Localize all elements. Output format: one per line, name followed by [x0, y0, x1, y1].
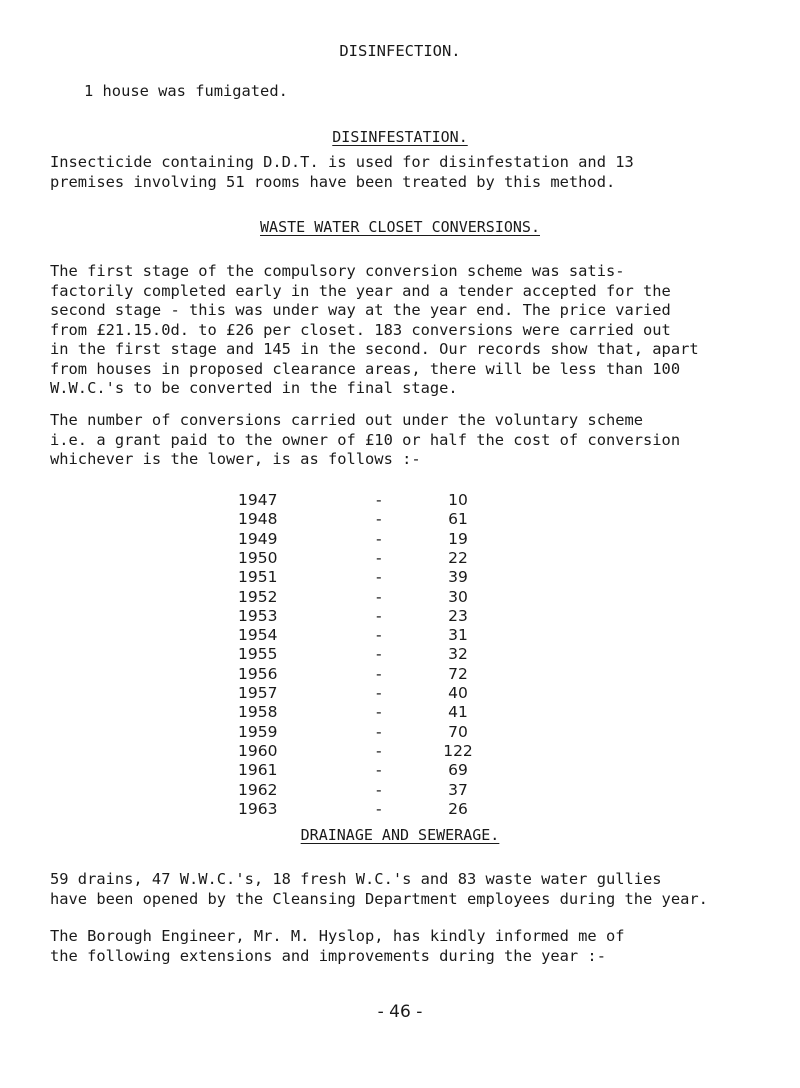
value-cell: 10 — [448, 491, 468, 509]
value-cell: 30 — [448, 587, 468, 606]
value-cell: 122 — [443, 741, 473, 760]
value-cell: 40 — [448, 684, 468, 702]
dash-separator: - — [376, 568, 382, 587]
dash-separator: - — [376, 645, 382, 664]
year-cell: 1952 — [238, 587, 278, 606]
text-line: The Borough Engineer, Mr. M. Hyslop, has kindly informed me of — [50, 927, 625, 945]
table-row — [0, 626, 800, 646]
page-number: - 46 - — [377, 1002, 423, 1022]
disinfestation-heading: DISINFESTATION. — [332, 128, 468, 146]
year-cell: 1957 — [238, 684, 278, 702]
text-line: premises involving 51 rooms have been treated by this method. — [50, 172, 616, 191]
drainage-paragraph-1 — [50, 870, 770, 909]
dash-separator: - — [376, 761, 382, 780]
value-cell: 61 — [448, 510, 468, 529]
text-line: Insecticide containing D.D.T. is used for disinfestation and 13 — [50, 153, 634, 171]
table-row — [0, 703, 800, 723]
disinfestation-paragraph — [50, 153, 770, 192]
value-cell: 41 — [448, 703, 468, 722]
year-cell: 1960 — [238, 741, 278, 760]
table-row — [0, 684, 800, 704]
year-cell: 1959 — [238, 722, 278, 741]
dash-separator: - — [376, 684, 382, 702]
dash-separator: - — [376, 491, 382, 509]
table-row — [0, 665, 800, 685]
text-line: The number of conversions carried out under the voluntary scheme — [50, 411, 644, 429]
year-cell: 1949 — [238, 529, 278, 548]
dash-separator: - — [376, 606, 382, 625]
table-row — [0, 723, 800, 743]
year-cell: 1956 — [238, 664, 278, 683]
table-row — [0, 510, 800, 530]
value-cell: 19 — [448, 529, 468, 548]
value-cell: 37 — [448, 780, 468, 799]
intro-line: 1 house was fumigated. — [84, 82, 288, 100]
conversions-paragraph-2 — [50, 411, 770, 470]
value-cell: 23 — [448, 606, 468, 625]
table-row — [0, 781, 800, 801]
dash-separator: - — [376, 548, 382, 567]
table-row — [0, 491, 800, 511]
value-cell: 32 — [448, 645, 468, 664]
year-cell: 1961 — [238, 761, 278, 780]
table-row — [0, 549, 800, 569]
year-cell: 1963 — [238, 799, 278, 818]
value-cell: 70 — [448, 722, 468, 741]
value-cell: 26 — [448, 799, 468, 818]
text-line: 59 drains, 47 W.W.C.'s, 18 fresh W.C.'s and 83 waste water gullies — [50, 870, 662, 888]
text-line: W.W.C.'s to be converted in the final stage. — [50, 379, 458, 397]
year-cell: 1954 — [238, 626, 278, 645]
table-row — [0, 588, 800, 608]
value-cell: 31 — [448, 626, 468, 645]
table-row — [0, 742, 800, 762]
text-line: the following extensions and improvements during the year :- — [50, 946, 606, 965]
dash-separator: - — [376, 587, 382, 606]
table-row — [0, 568, 800, 588]
table-row — [0, 530, 800, 550]
year-cell: 1950 — [238, 548, 278, 567]
dash-separator: - — [376, 741, 382, 760]
year-cell: 1962 — [238, 780, 278, 799]
year-cell: 1947 — [238, 491, 278, 509]
dash-separator: - — [376, 780, 382, 799]
year-cell: 1948 — [238, 510, 278, 529]
year-cell: 1953 — [238, 606, 278, 625]
dash-separator: - — [376, 529, 382, 548]
text-line: in the first stage and 145 in the second. Our records show that, apart — [50, 340, 699, 358]
dash-separator: - — [376, 703, 382, 722]
year-cell: 1955 — [238, 645, 278, 664]
text-line: i.e. a grant paid to the owner of £10 or half the cost of conversion — [50, 430, 681, 449]
value-cell: 72 — [448, 664, 468, 683]
dash-separator: - — [376, 510, 382, 529]
year-cell: 1958 — [238, 703, 278, 722]
conversions-heading: WASTE WATER CLOSET CONVERSIONS. — [260, 218, 540, 236]
text-line: second stage - this was under way at the year end. The price varied — [50, 301, 671, 319]
drainage-paragraph-2 — [50, 927, 770, 966]
dash-separator: - — [376, 626, 382, 645]
page-title: DISINFECTION. — [339, 42, 461, 60]
value-cell: 39 — [448, 568, 468, 587]
text-line: have been opened by the Cleansing Department employees during the year. — [50, 889, 708, 908]
table-row — [0, 800, 800, 820]
conversions-paragraph-1 — [50, 262, 770, 399]
text-line: factorily completed early in the year and a tender accepted for the — [50, 281, 671, 300]
value-cell: 22 — [448, 548, 468, 567]
value-cell: 69 — [448, 761, 468, 780]
dash-separator: - — [376, 722, 382, 741]
text-line: from £21.15.0d. to £26 per closet. 183 conversions were carried out — [50, 320, 671, 339]
text-line: The first stage of the compulsory conversion scheme was satis- — [50, 262, 625, 280]
drainage-heading: DRAINAGE AND SEWERAGE. — [300, 826, 500, 844]
text-line: from houses in proposed clearance areas, there will be less than 100 — [50, 359, 681, 378]
table-row — [0, 761, 800, 781]
year-cell: 1951 — [238, 568, 278, 587]
table-row — [0, 607, 800, 627]
table-row — [0, 645, 800, 665]
dash-separator: - — [376, 664, 382, 683]
text-line: whichever is the lower, is as follows :- — [50, 450, 421, 468]
dash-separator: - — [376, 799, 382, 818]
